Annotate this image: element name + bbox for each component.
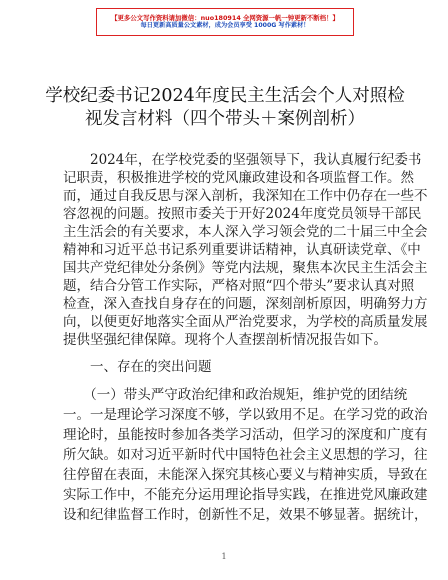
paragraph-line: 记职责，积极推进学校的党风廉政建设和各项监督工作。然 xyxy=(63,170,414,186)
section-heading: 一、存在的突出问题 xyxy=(63,359,212,375)
document-title-line-2: 视发言材料（四个带头＋案例剖析） xyxy=(85,109,365,129)
body-line: 理论时，虽能按时参加各类学习活动，但学习的深度和广度有 xyxy=(63,427,428,443)
paragraph-line: 2024年，在学校党委的坚强领导下，我认真履行纪委书 xyxy=(63,152,422,168)
paragraph-line: 国共产党纪律处分条例》等党内法规，聚焦本次民主生活会主 xyxy=(63,260,428,276)
paragraph-line: 精神和习近平总书记系列重要讲话精神，认真研读党章、《中 xyxy=(63,242,421,258)
promo-banner xyxy=(96,8,354,36)
paragraph-line: 检查，深入查找自身存在的问题，深刻剖析原因，明确努力方 xyxy=(63,296,428,312)
banner-line-2: 每日更新高质量公文素材，成为会员享受 1000G 写作素材！ xyxy=(140,22,310,29)
body-line: 往停留在表面，未能深入探究其核心要义与精神实质，导致在 xyxy=(63,467,428,483)
paragraph-line: 题，结合分管工作实际，严格对照“四个带头”要求认真对照 xyxy=(63,278,415,294)
paragraph-line: 提供坚强纪律保障。现将个人查摆剖析情况报告如下。 xyxy=(63,332,387,348)
document-title-line-1: 学校纪委书记2024年度民主生活会个人对照检 xyxy=(45,86,405,106)
banner-line-1: 【更多公文写作资料请加微信：nuo180914 全网资源一帆一钟更新不断档！】 xyxy=(111,13,339,22)
body-line: 设和纪律监督工作时，创新性不足，效果不够显著。据统计， xyxy=(63,507,428,523)
paragraph-line: 向，以便更好地落实全面从严治党要求，为学校的高质量发展 xyxy=(63,314,428,330)
paragraph-line: 而，通过自我反思与深入剖析，我深知在工作中仍存在一些不 xyxy=(63,188,428,204)
body-line: 所欠缺。如对习近平新时代中国特色社会主义思想的学习，往 xyxy=(63,447,428,463)
body-line: （一）带头严守政治纪律和政治规矩，维护党的团结统 xyxy=(63,387,408,403)
paragraph-line: 主生活会的有关要求，本人深入学习领会党的二十届三中全会 xyxy=(63,224,428,240)
body-line: 一。一是理论学习深度不够，学以致用不足。在学习党的政治 xyxy=(63,407,428,423)
page-number: 1 xyxy=(221,552,227,561)
paragraph-line: 容忽视的问题。按照市委关于开好2024年度党员领导干部民 xyxy=(63,206,422,222)
body-line: 实际工作中，不能充分运用理论指导实践，在推进党风廉政建 xyxy=(63,487,428,503)
